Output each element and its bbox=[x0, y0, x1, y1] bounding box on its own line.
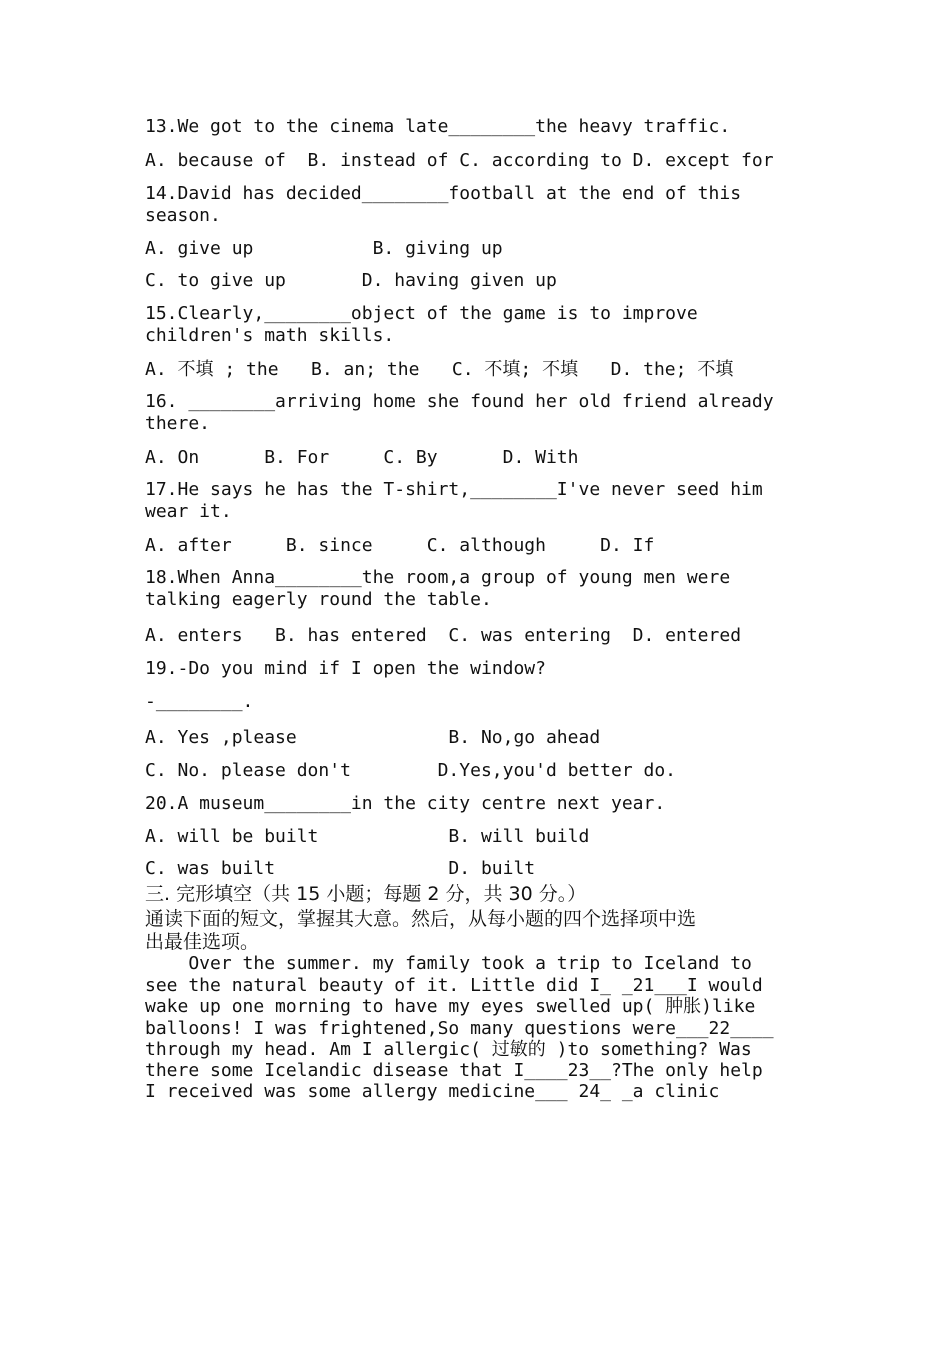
passage-line-5: through my head. Am I allergic( 过敏的 )to something? Was bbox=[145, 1039, 752, 1060]
q19-stem-line1: 19.-Do you mind if I open the window? bbox=[145, 658, 546, 679]
q20-options-row2: C. was built D. built bbox=[145, 858, 536, 879]
q17-stem-line2: wear it. bbox=[145, 501, 232, 522]
section3-heading: 三. 完形填空（共 15 小题；每题 2 分，共 30 分。） bbox=[145, 883, 587, 905]
passage-line-7: I received was some allergy medicine___ 24_ _a clinic bbox=[145, 1081, 720, 1102]
q14-stem-line1: 14.David has decided________football at the end of this bbox=[145, 183, 742, 204]
q19-options-row2: C. No. please don't D.Yes,you'd better do. bbox=[145, 760, 677, 781]
q16-stem-line1: 16. ________arriving home she found her old friend already bbox=[145, 391, 774, 412]
q14-options-row2: C. to give up D. having given up bbox=[145, 270, 557, 291]
q20-options-row1: A. will be built B. will build bbox=[145, 826, 590, 847]
passage-line-1: Over the summer. my family took a trip to Iceland to bbox=[145, 953, 752, 974]
q18-stem-line2: talking eagerly round the table. bbox=[145, 589, 492, 610]
q15-stem-line2: children's math skills. bbox=[145, 325, 395, 346]
passage-line-2: see the natural beauty of it. Little did I_ _21___I would bbox=[145, 975, 763, 996]
q19-stem-line2: -________. bbox=[145, 691, 254, 712]
q14-options-row1: A. give up B. giving up bbox=[145, 238, 503, 259]
passage-line-6: there some Icelandic disease that I____23__?The only help bbox=[145, 1060, 763, 1081]
q15-options: A. 不填 ; the B. an; the C. 不填; 不填 D. the; 不填 bbox=[145, 359, 734, 380]
q15-stem-line1: 15.Clearly,________object of the game is to improve bbox=[145, 303, 698, 324]
q16-options: A. On B. For C. By D. With bbox=[145, 447, 579, 468]
q17-options: A. after B. since C. although D. If bbox=[145, 535, 655, 556]
q20-stem: 20.A museum________in the city centre next year. bbox=[145, 793, 666, 814]
section3-instruction-line2: 出最佳选项。 bbox=[145, 931, 260, 953]
q18-stem-line1: 18.When Anna________the room,a group of young men were bbox=[145, 567, 731, 588]
q17-stem-line1: 17.He says he has the T-shirt,________I've never seed him bbox=[145, 479, 763, 500]
q18-options: A. enters B. has entered C. was entering D. entered bbox=[145, 625, 742, 646]
section3-instruction-line1: 通读下面的短文，掌握其大意。然后，从每小题的四个选择项中选 bbox=[145, 908, 697, 930]
q19-options-row1: A. Yes ,please B. No,go ahead bbox=[145, 727, 601, 748]
q13-stem: 13.We got to the cinema late________the heavy traffic. bbox=[145, 116, 731, 137]
q16-stem-line2: there. bbox=[145, 413, 211, 434]
passage-line-3: wake up one morning to have my eyes swelled up( 肿胀)like bbox=[145, 996, 756, 1017]
q14-stem-line2: season. bbox=[145, 205, 221, 226]
passage-line-4: balloons! I was frightened,So many questions were___22____ bbox=[145, 1018, 774, 1039]
q13-options: A. because of B. instead of C. according to D. except for bbox=[145, 150, 774, 171]
